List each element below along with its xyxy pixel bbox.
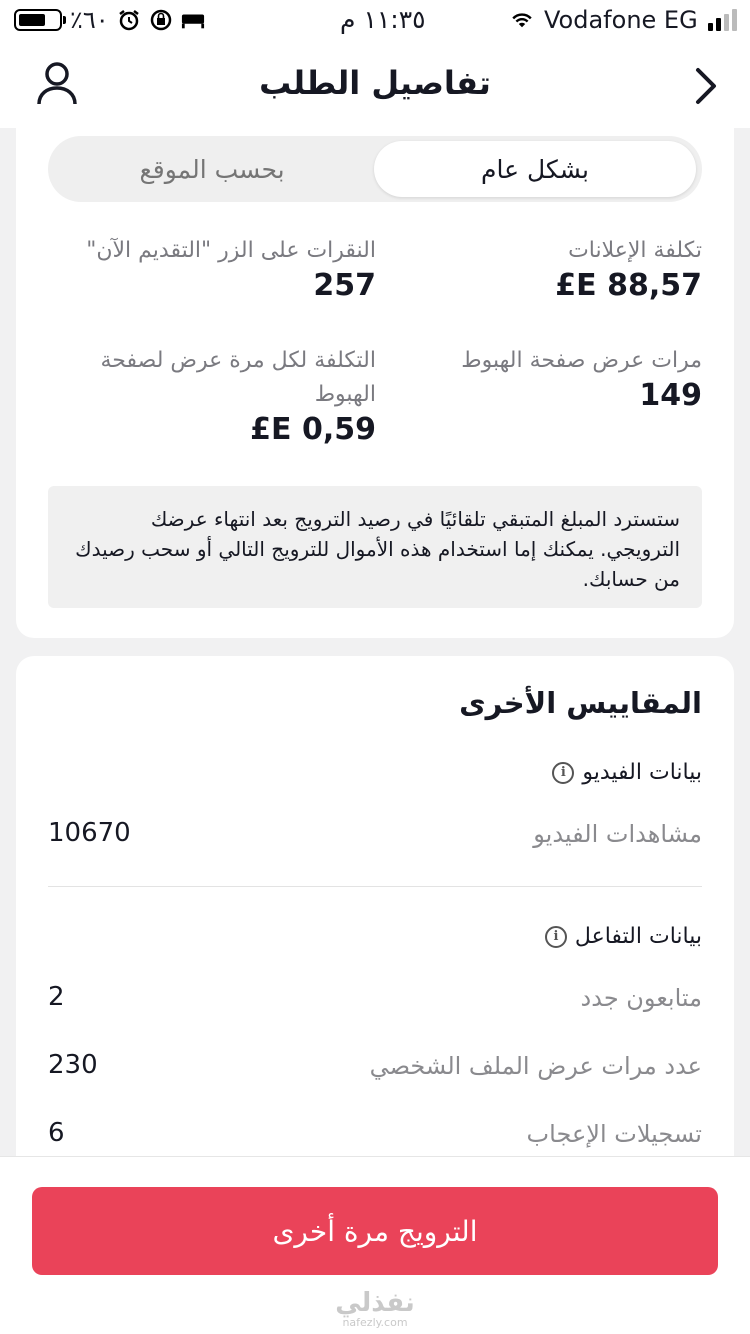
row-value: 6: [48, 1118, 65, 1148]
video-data-label: بيانات الفيديو: [582, 760, 702, 785]
status-right: [510, 6, 737, 34]
promote-again-button[interactable]: الترويج مرة أخرى: [32, 1187, 718, 1275]
rotation-lock-icon: [149, 8, 173, 32]
watermark-url: nafezly.com: [342, 1316, 408, 1329]
tab-by-location[interactable]: بحسب الموقع: [139, 154, 285, 184]
profile-views-row: [48, 1046, 702, 1096]
watermark-logo: [330, 1289, 420, 1329]
video-data-heading: [552, 760, 702, 785]
video-views-row: [48, 814, 702, 864]
watermark-arabic: نفذلي: [335, 1288, 415, 1318]
battery-icon: [14, 9, 62, 31]
battery-percent: ٪٦٠: [70, 6, 109, 34]
other-metrics-card: [16, 656, 734, 1176]
row-value: 2: [48, 982, 65, 1012]
metric-value: 149: [639, 378, 702, 413]
summary-card: [16, 110, 734, 638]
bed-icon: [181, 8, 205, 32]
row-value: 230: [48, 1050, 98, 1080]
section-title: المقاييس الأخرى: [459, 686, 702, 720]
metric-ad-cost: [402, 234, 702, 303]
metric-clicks: [76, 234, 376, 303]
metric-label: تكلفة الإعلانات: [568, 238, 702, 263]
row-value: 10670: [48, 818, 131, 848]
engagement-data-heading: [545, 924, 702, 949]
metric-label: التكلفة لكل مرة عرض لصفحة الهبوط: [100, 348, 376, 407]
status-time: ١١:٣٥ م: [340, 5, 426, 34]
row-label: عدد مرات عرض الملف الشخصي: [369, 1052, 702, 1080]
engagement-data-label: بيانات التفاعل: [574, 924, 702, 949]
page-title: تفاصيل الطلب: [259, 64, 491, 102]
new-followers-row: [48, 978, 702, 1028]
chevron-right-icon[interactable]: [690, 66, 722, 106]
metric-value: £E 88,57: [555, 268, 702, 303]
info-icon[interactable]: i: [545, 926, 567, 948]
metric-label: النقرات على الزر "التقديم الآن": [86, 238, 376, 263]
metric-label: مرات عرض صفحة الهبوط: [461, 348, 702, 373]
metric-cost-per-view: [76, 344, 376, 447]
info-icon[interactable]: i: [552, 762, 574, 784]
row-label: مشاهدات الفيديو: [533, 820, 702, 848]
refund-note: ستسترد المبلغ المتبقي تلقائيًا في رصيد الترويج بعد انتهاء عرضك الترويجي. يمكنك إما استخدام هذه الأموال للترويج التالي أو سحب رصيدك من حسابك.: [48, 486, 702, 608]
view-segmented-control: [48, 136, 702, 202]
metric-value: 257: [313, 268, 376, 303]
signal-icon: [708, 9, 737, 31]
alarm-icon: [117, 8, 141, 32]
row-label: متابعون جدد: [580, 984, 702, 1012]
metric-value: £E 0,59: [250, 412, 376, 447]
metric-landing-views: [402, 344, 702, 413]
row-label: تسجيلات الإعجاب: [526, 1120, 702, 1148]
status-bar: [0, 0, 750, 42]
tab-overall[interactable]: بشكل عام: [374, 141, 696, 197]
divider: [48, 886, 702, 887]
status-left: [14, 6, 205, 34]
bottom-action-bar: [0, 1156, 750, 1334]
wifi-icon: [510, 8, 534, 32]
carrier-name: Vodafone EG: [544, 6, 698, 34]
